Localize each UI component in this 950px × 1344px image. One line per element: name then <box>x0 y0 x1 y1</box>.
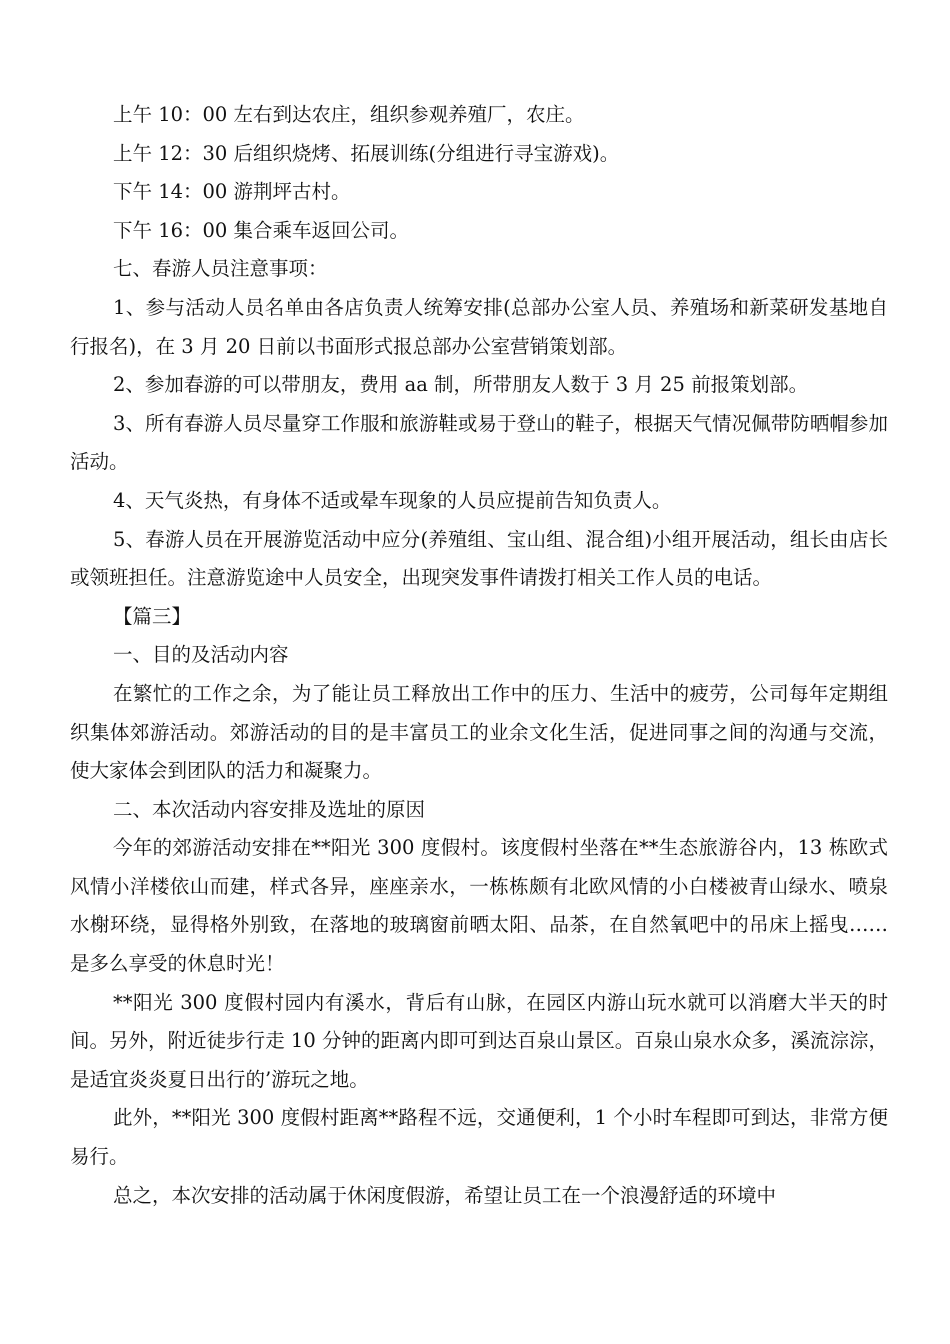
paragraph-transport: 此外，**阳光 300 度假村距离**路程不远，交通便利，1 个小时车程即可到达，非常方便易行。 <box>70 1106 888 1169</box>
document-body <box>70 96 888 1215</box>
paragraph-summary: 总之，本次安排的活动属于休闲度假游，希望让员工在一个浪漫舒适的环境中 <box>113 1183 777 1207</box>
note-item-5: 5、春游人员在开展游览活动中应分(养殖组、宝山组、混合组)小组开展活动，组长由店长或领班担任。注意游览途中人员安全，出现突发事件请拨打相关工作人员的电话。 <box>70 527 888 590</box>
note-item-3: 3、所有春游人员尽量穿工作服和旅游鞋或易于登山的鞋子，根据天气情况佩带防晒帽参加活动。 <box>70 411 888 474</box>
section-heading-purpose: 一、目的及活动内容 <box>113 643 289 667</box>
note-item-4: 4、天气炎热，有身体不适或晕车现象的人员应提前告知负责人。 <box>113 488 672 512</box>
note-item-2: 2、参加春游的可以带朋友，费用 aa 制，所带朋友人数于 3 月 25 前报策划部。 <box>113 373 809 397</box>
section-heading-notes: 七、春游人员注意事项： <box>113 257 328 281</box>
paragraph-venue: 今年的郊游活动安排在**阳光 300 度假村。该度假村坐落在**生态旅游谷内，13 栋欧式风情小洋楼依山而建，样式各异，座座亲水，一栋栋颇有北欧风情的小白楼被青山绿水、喷泉水榭环绕，显得格外别致，在落地的玻璃窗前晒太阳、品茶，在自然氧吧中的吊床上摇曳……是多么享受的休息时光！ <box>70 836 888 976</box>
schedule-item-1230: 上午 12：30 后组织烧烤、拓展训练(分组进行寻宝游戏)。 <box>113 141 620 165</box>
schedule-item-1600: 下午 16：00 集合乘车返回公司。 <box>113 218 410 242</box>
chapter-heading: 【篇三】 <box>113 604 192 628</box>
paragraph-purpose: 在繁忙的工作之余，为了能让员工释放出工作中的压力、生活中的疲劳，公司每年定期组织集体郊游活动。郊游活动的目的是丰富员工的业余文化生活，促进同事之间的沟通与交流，使大家体会到团队的活力和凝聚力。 <box>70 681 888 783</box>
paragraph-scenery: **阳光 300 度假村园内有溪水，背后有山脉，在园区内游山玩水就可以消磨大半天的时间。另外，附近徒步行走 10 分钟的距离内即可到达百泉山景区。百泉山泉水众多，溪流淙淙，是适宜炎炎夏日出行的’游玩之地。 <box>70 990 888 1091</box>
note-item-1: 1、参与活动人员名单由各店负责人统筹安排(总部办公室人员、养殖场和新菜研发基地自行报名)，在 3 月 20 日前以书面形式报总部办公室营销策划部。 <box>70 295 888 358</box>
section-heading-arrangement: 二、本次活动内容安排及选址的原因 <box>113 797 426 821</box>
schedule-item-1400: 下午 14：00 游荆坪古村。 <box>113 180 351 204</box>
schedule-item-1000: 上午 10：00 左右到达农庄，组织参观养殖厂，农庄。 <box>113 103 585 126</box>
